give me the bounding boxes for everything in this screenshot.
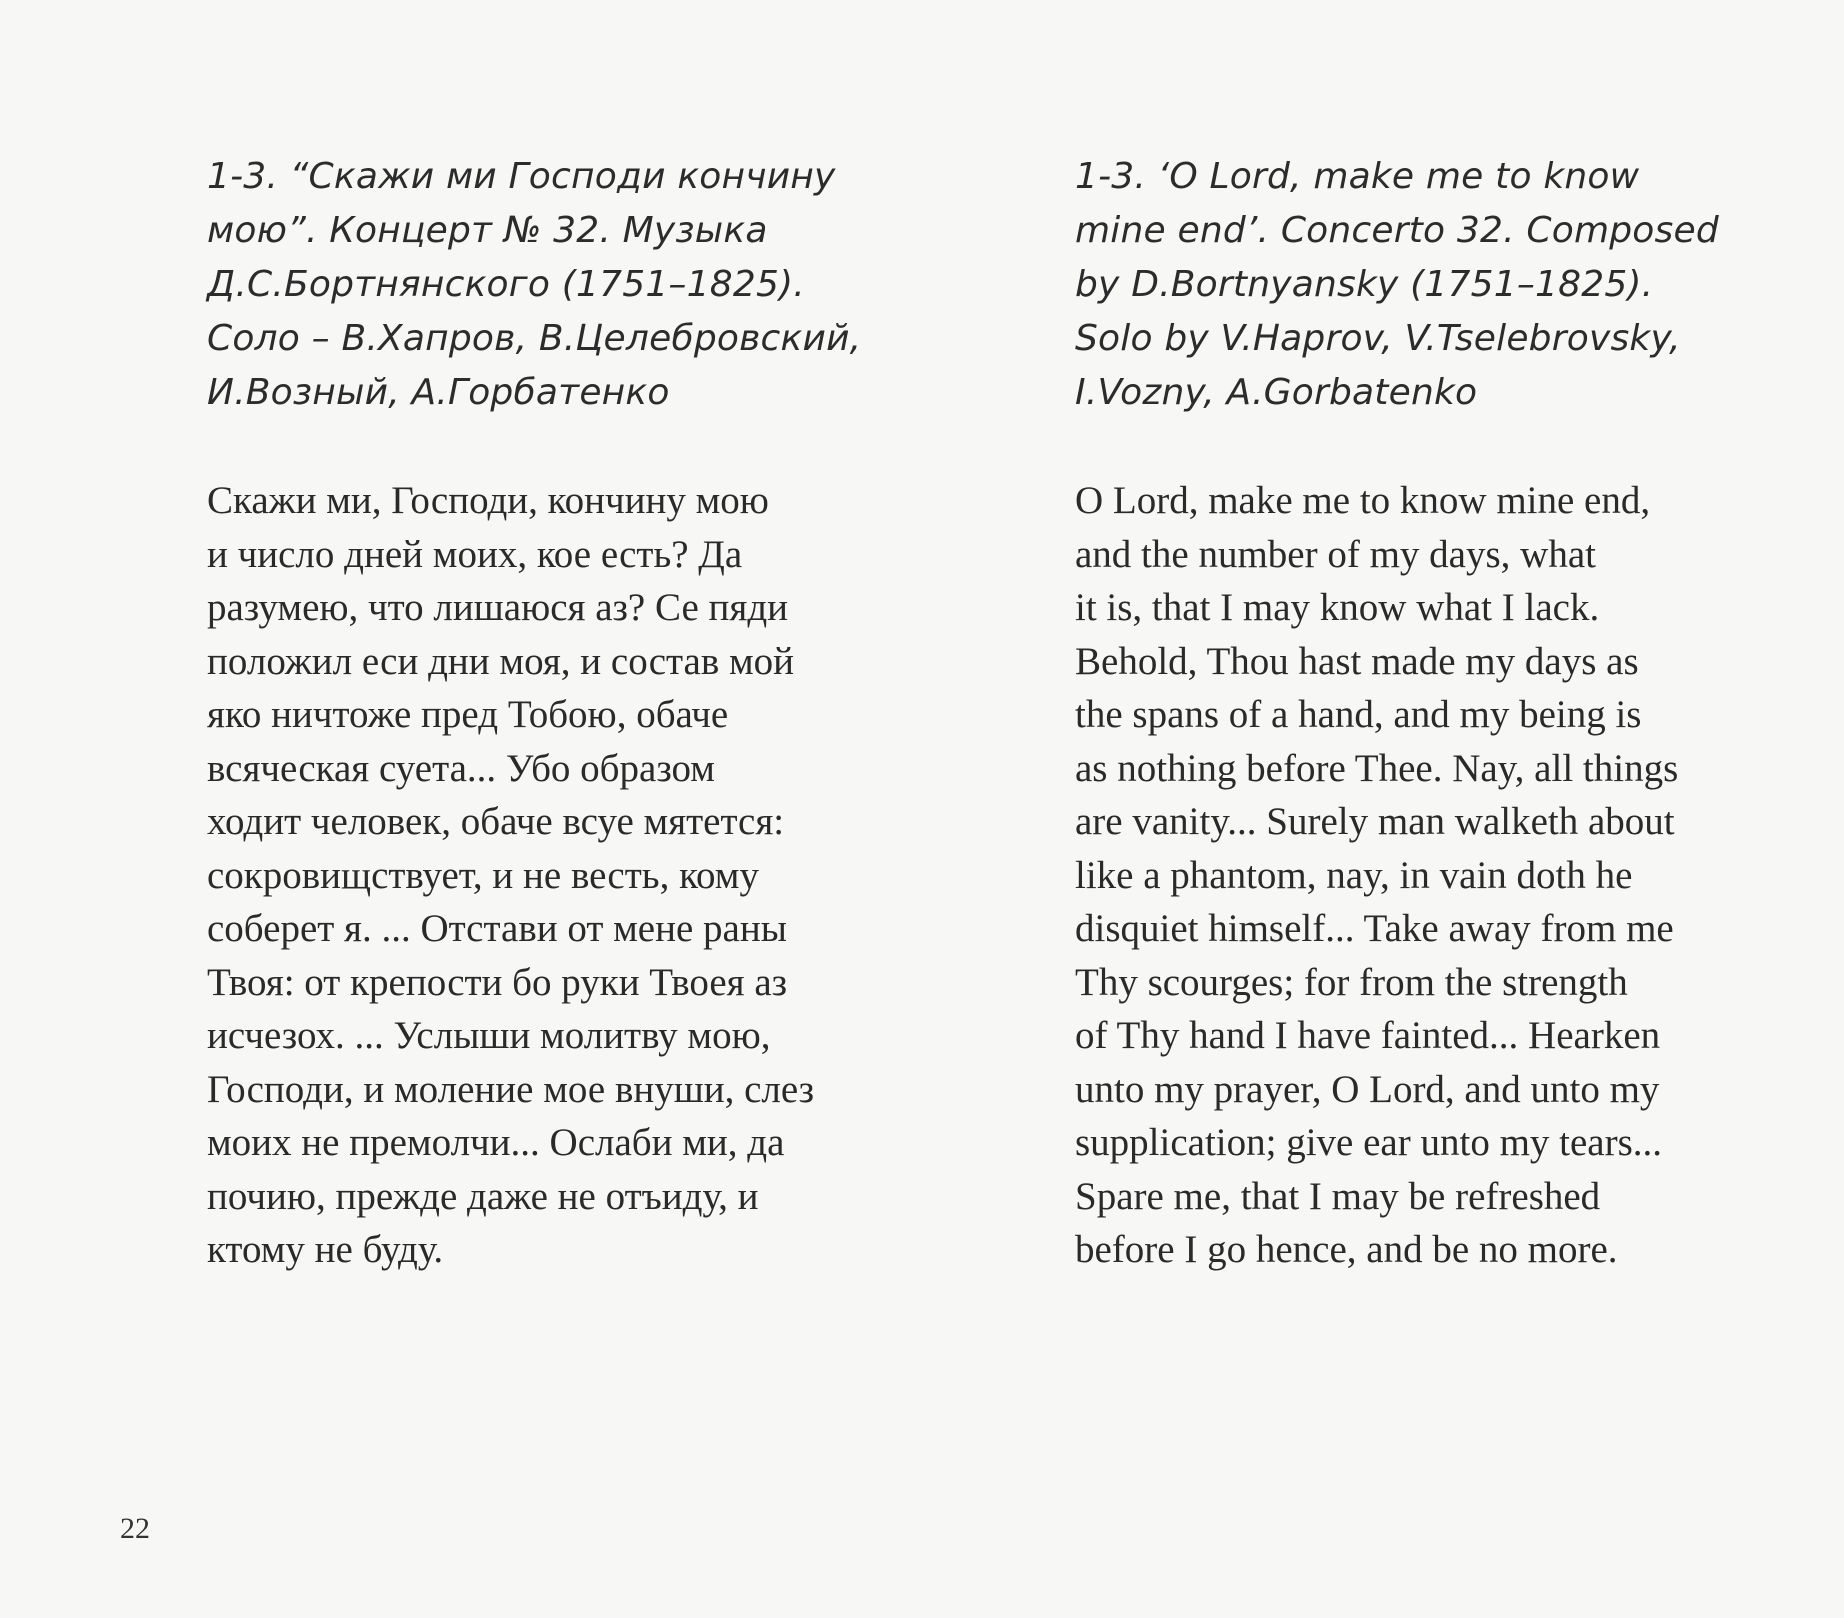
heading-line: мою”. Концерт № 32. Музыка <box>207 210 768 251</box>
heading-line: Д.С.Бортнянского (1751–1825). <box>207 264 805 305</box>
english-lyrics <box>1075 474 1678 1277</box>
heading-line: 1-3. ‘O Lord, make me to know <box>1075 156 1640 197</box>
lyrics-line: Твоя: от крепости бо руки Твоея аз <box>207 960 788 1004</box>
lyrics-line: почию, прежде даже не отъиду, и <box>207 1174 759 1218</box>
russian-column <box>207 150 927 1271</box>
lyrics-line: ходит человек, обаче всуе мятется: <box>207 800 785 843</box>
lyrics-line: it is, that I may know what I lack. <box>1075 586 1600 629</box>
lyrics-line: Behold, Thou hast made my days as <box>1075 639 1639 683</box>
lyrics-line: O Lord, make me to know mine end, <box>1075 479 1651 522</box>
lyrics-line: яко ничтоже пред Тобою, обаче <box>207 693 729 736</box>
lyrics-line: Thy scourges; for from the strength <box>1075 960 1628 1004</box>
russian-lyrics <box>207 474 814 1277</box>
lyrics-line: unto my prayer, O Lord, and unto my <box>1075 1067 1660 1111</box>
lyrics-line: are vanity... Surely man walketh about <box>1075 800 1675 843</box>
lyrics-line: as nothing before Thee. Nay, all things <box>1075 746 1679 790</box>
heading-line: 1-3. “Скажи ми Господи кончину <box>207 156 836 197</box>
lyrics-line: the spans of a hand, and my being is <box>1075 693 1642 736</box>
heading-line: Соло – В.Хапров, В.Целебровский, <box>207 318 862 359</box>
lyrics-line: before I go hence, and be no more. <box>1075 1228 1618 1271</box>
lyrics-line: исчезох. ... Услыши молитву мою, <box>207 1014 771 1057</box>
lyrics-line: Господи, и моление мое внуши, слез <box>207 1067 815 1111</box>
heading-line: И.Возный, А.Горбатенко <box>207 372 670 413</box>
english-column <box>1075 150 1815 1271</box>
heading-line: mine end’. Concerto 32. Composed <box>1075 210 1719 251</box>
heading-line: by D.Bortnyansky (1751–1825). <box>1075 264 1654 305</box>
lyrics-line: and the number of my days, what <box>1075 532 1596 576</box>
lyrics-line: положил еси дни моя, и состав мой <box>207 639 795 683</box>
lyrics-line: соберет я. ... Отстави от мене раны <box>207 907 787 950</box>
lyrics-line: Скажи ми, Господи, кончину мою <box>207 479 769 522</box>
lyrics-line: и число дней моих, кое есть? Да <box>207 532 743 576</box>
lyrics-line: сокровищствует, и не весть, кому <box>207 853 759 897</box>
lyrics-line: Spare me, that I may be refreshed <box>1075 1174 1601 1218</box>
lyrics-line: моих не премолчи... Ослаби ми, да <box>207 1121 785 1164</box>
lyrics-line: supplication; give ear unto my tears... <box>1075 1121 1663 1164</box>
page-number: 22 <box>120 1512 150 1545</box>
lyrics-line: разумею, что лишаюся аз? Се пяди <box>207 586 789 629</box>
lyrics-line: всяческая суета... Убо образом <box>207 746 715 790</box>
russian-track-heading <box>207 150 927 420</box>
heading-line: Solo by V.Haprov, V.Tselebrovsky, <box>1075 318 1681 359</box>
lyrics-line: ктому не буду. <box>207 1228 444 1271</box>
lyrics-line: of Thy hand I have fainted... Hearken <box>1075 1014 1661 1057</box>
english-track-heading <box>1075 150 1815 420</box>
lyrics-line: disquiet himself... Take away from me <box>1075 907 1674 950</box>
heading-line: I.Vozny, A.Gorbatenko <box>1075 372 1478 413</box>
lyrics-line: like a phantom, nay, in vain doth he <box>1075 853 1633 897</box>
